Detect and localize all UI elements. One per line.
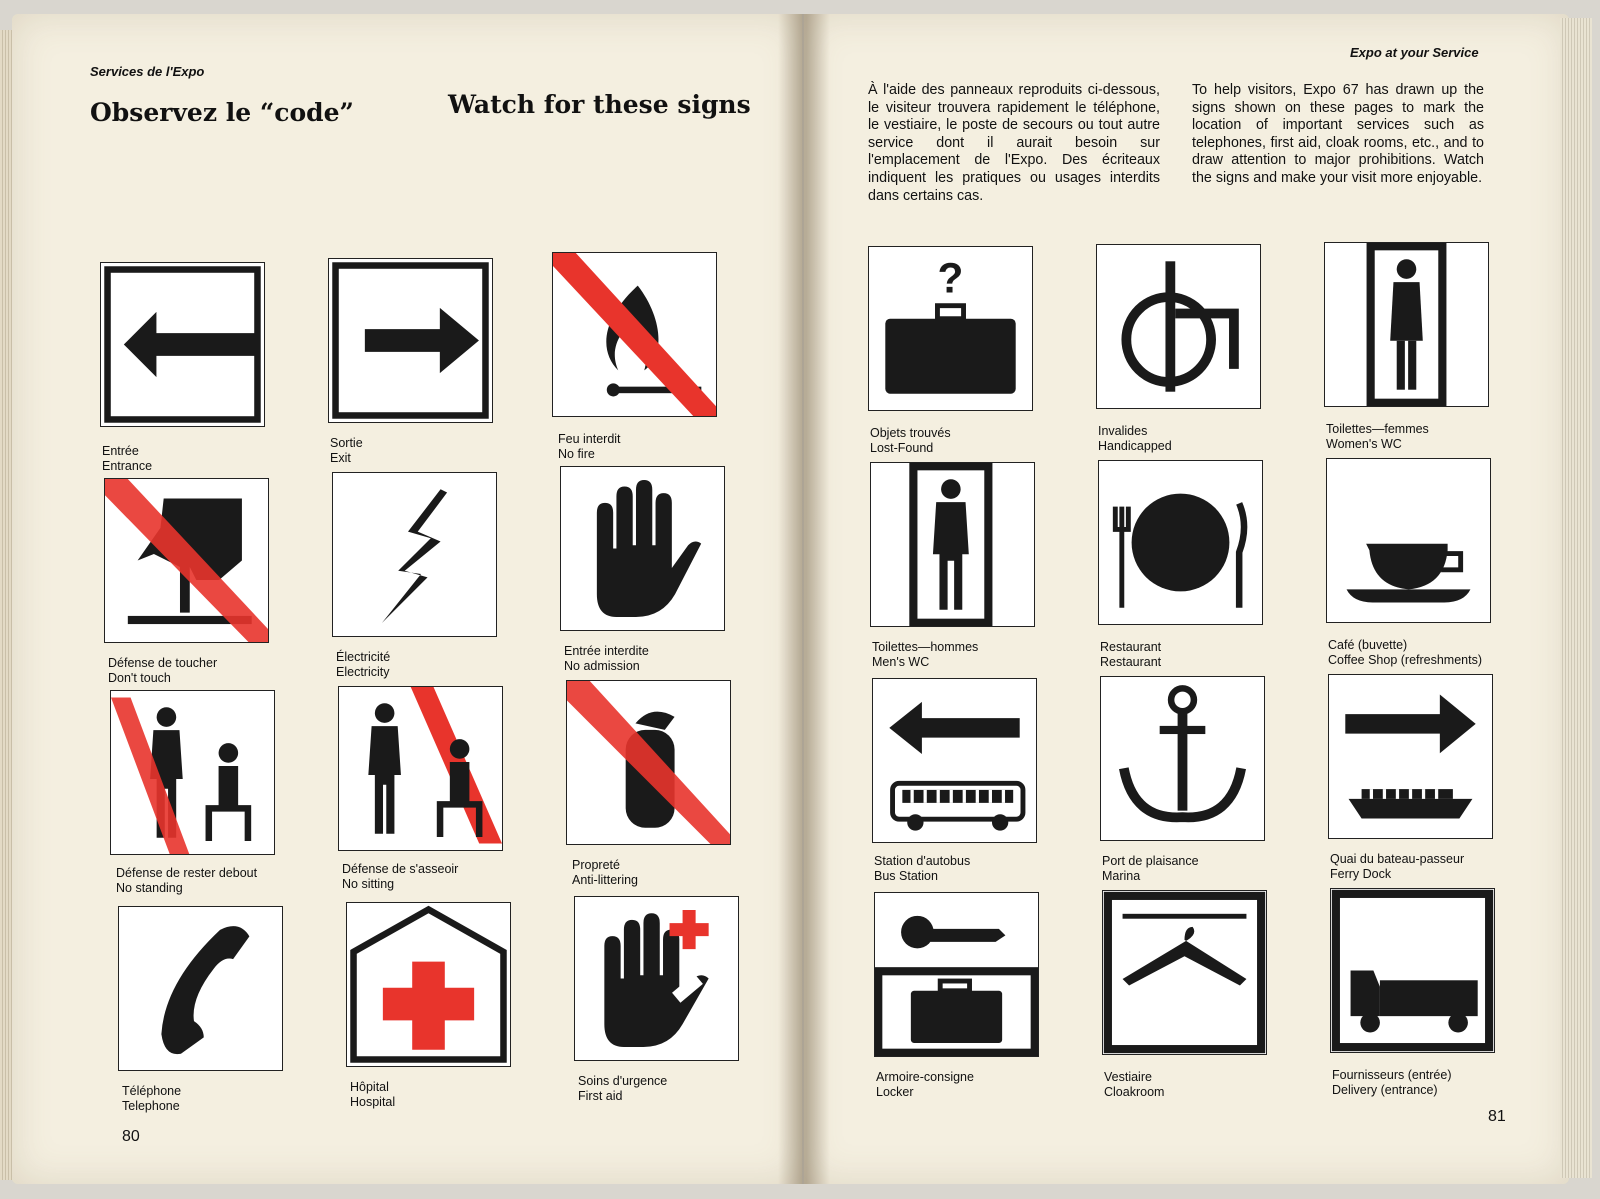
mens-wc-icon bbox=[871, 463, 1034, 626]
restaurant-icon bbox=[1099, 461, 1262, 624]
running-head-right: Expo at your Service bbox=[1350, 45, 1479, 60]
caption-restaurant: Restaurant Restaurant bbox=[1100, 640, 1162, 669]
intro-english: To help visitors, Expo 67 has drawn up the signs shown on these pages to mark the location of important services such as telephones, first aid, cloak rooms, etc., and to draw attention to major prohibitions. Watch the signs and make your visit more enjoyable. bbox=[1192, 82, 1484, 186]
lightning-icon bbox=[333, 473, 496, 636]
sign-marina bbox=[1100, 676, 1265, 841]
arrow-right-icon ferry-dock-icon bbox=[1329, 675, 1492, 838]
sign-first-aid bbox=[574, 896, 739, 1061]
caption-dont-touch: Défense de toucher Don't touch bbox=[108, 656, 218, 685]
book-gutter bbox=[778, 14, 830, 1184]
sign-womens-wc bbox=[1324, 242, 1489, 407]
sign-anti-littering bbox=[566, 680, 731, 845]
sign-dont-touch bbox=[104, 478, 269, 643]
no-standing-icon bbox=[111, 691, 274, 854]
handicapped-icon bbox=[1097, 245, 1260, 408]
sign-hospital bbox=[346, 902, 511, 1067]
caption-telephone: Téléphone Telephone bbox=[122, 1084, 182, 1113]
hospital-icon bbox=[347, 903, 510, 1066]
intro-french: À l'aide des panneaux reproduits ci-dessous, le visiteur trouvera rapidement le téléphone, le vestiaire, le poste de secours ou tout autre service dont il aurait besoin sur l'emplacement de l'Expo. Des écriteaux indiquent les pratiques ou usages interdits dans certains cas. bbox=[868, 82, 1160, 204]
sign-handicapped bbox=[1096, 244, 1261, 409]
caption-no-standing: Défense de rester debout No standing bbox=[116, 866, 258, 895]
sign-telephone bbox=[118, 906, 283, 1071]
first-aid-icon bbox=[575, 897, 738, 1060]
sign-no-admission bbox=[560, 466, 725, 631]
caption-electricity: Électricité Electricity bbox=[336, 650, 391, 679]
no-touch-icon bbox=[105, 479, 268, 642]
sign-no-sitting bbox=[338, 686, 503, 851]
sign-exit bbox=[328, 258, 493, 423]
caption-ferry-dock: Quai du bateau-passeur Ferry Dock bbox=[1330, 852, 1465, 881]
caption-locker: Armoire-consigne Locker bbox=[876, 1070, 974, 1099]
caption-handicapped: Invalides Handicapped bbox=[1098, 424, 1172, 453]
sign-delivery bbox=[1330, 888, 1495, 1053]
sign-restaurant bbox=[1098, 460, 1263, 625]
anchor-icon bbox=[1101, 677, 1264, 840]
caption-womens-wc: Toilettes—femmes Women's WC bbox=[1326, 422, 1429, 451]
caption-no-sitting: Défense de s'asseoir No sitting bbox=[342, 862, 459, 891]
no-sitting-icon bbox=[339, 687, 502, 850]
page-edges-right bbox=[1560, 18, 1592, 1178]
cloakroom-icon bbox=[1103, 891, 1266, 1054]
sign-locker bbox=[874, 892, 1039, 1057]
caption-delivery: Fournisseurs (entrée) Delivery (entrance) bbox=[1332, 1068, 1452, 1097]
caption-coffee-shop: Café (buvette) Coffee Shop (refreshments) bbox=[1328, 638, 1483, 667]
caption-anti-littering: Propreté Anti-littering bbox=[572, 858, 638, 887]
svg-text:?: ? bbox=[937, 254, 964, 302]
sign-entrance bbox=[100, 262, 265, 427]
caption-marina: Port de plaisance Marina bbox=[1102, 854, 1199, 883]
sign-coffee-shop bbox=[1326, 458, 1491, 623]
arrow-left-icon bbox=[101, 263, 264, 426]
running-head-left: Services de l'Expo bbox=[90, 64, 205, 79]
caption-first-aid: Soins d'urgence First aid bbox=[578, 1074, 668, 1103]
sign-no-fire bbox=[552, 252, 717, 417]
delivery-truck-icon bbox=[1331, 889, 1494, 1052]
sign-no-standing bbox=[110, 690, 275, 855]
coffee-cup-icon bbox=[1327, 459, 1490, 622]
caption-mens-wc: Toilettes—hommes Men's WC bbox=[872, 640, 979, 669]
heading-english: Watch for these signs bbox=[448, 90, 751, 119]
caption-no-fire: Feu interdit No fire bbox=[558, 432, 621, 461]
caption-exit: Sortie Exit bbox=[330, 436, 363, 465]
no-littering-icon bbox=[567, 681, 730, 844]
heading-french: Observez le “code” bbox=[90, 98, 354, 127]
sign-electricity bbox=[332, 472, 497, 637]
sign-mens-wc bbox=[870, 462, 1035, 627]
sign-cloakroom bbox=[1102, 890, 1267, 1055]
arrow-right-icon bbox=[329, 259, 492, 422]
caption-bus-station: Station d'autobus Bus Station bbox=[874, 854, 971, 883]
no-fire-icon bbox=[553, 253, 716, 416]
lost-found-icon bbox=[869, 247, 1032, 410]
caption-hospital: Hôpital Hospital bbox=[350, 1080, 396, 1109]
sign-ferry-dock bbox=[1328, 674, 1493, 839]
womens-wc-icon bbox=[1325, 243, 1488, 406]
page-number-left: 80 bbox=[122, 1128, 140, 1145]
caption-entrance: Entrée Entrance bbox=[102, 444, 153, 473]
hand-stop-icon bbox=[561, 467, 724, 630]
telephone-icon bbox=[119, 907, 282, 1070]
sign-lost-found bbox=[868, 246, 1033, 411]
sign-bus-station bbox=[872, 678, 1037, 843]
bus-station-icon bbox=[873, 679, 1036, 842]
caption-no-admission: Entrée interdite No admission bbox=[564, 644, 649, 673]
page-number-right: 81 bbox=[1488, 1108, 1506, 1125]
caption-cloakroom: Vestiaire Cloakroom bbox=[1104, 1070, 1165, 1099]
caption-lost-found: Objets trouvés Lost-Found bbox=[870, 426, 951, 455]
locker-icon bbox=[875, 893, 1038, 1056]
